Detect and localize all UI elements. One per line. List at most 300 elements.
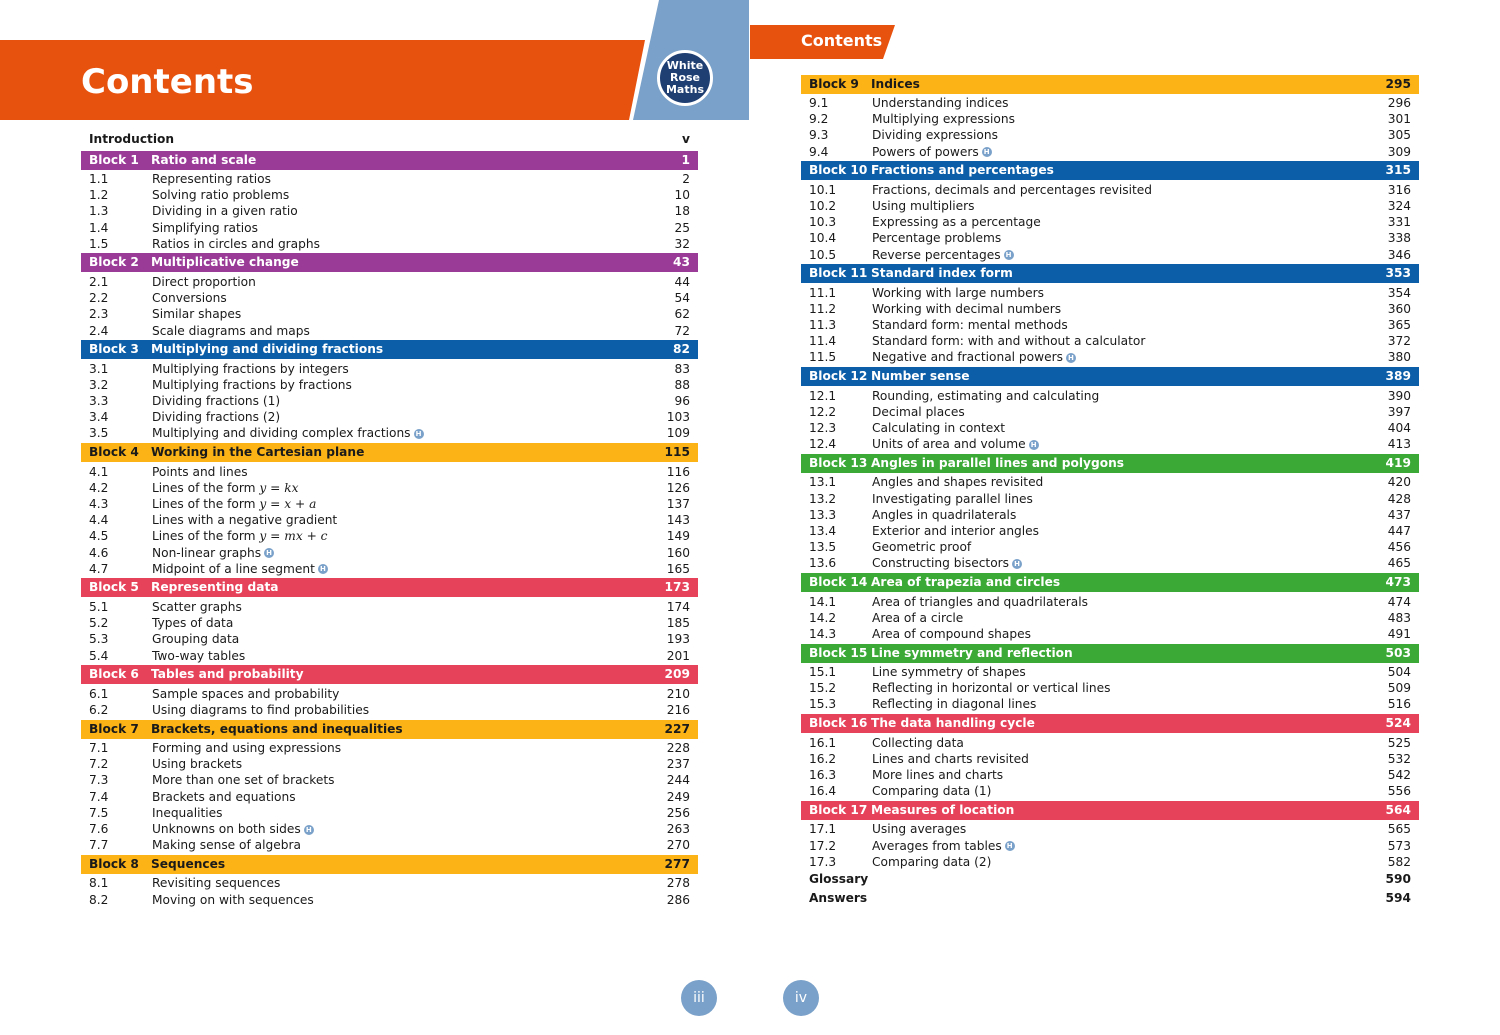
item-title <box>152 821 630 837</box>
item-title-text: Standard form: with and without a calculator <box>872 334 1146 349</box>
block-number: Block 7 <box>89 721 139 736</box>
item-page-number: 62 <box>674 307 690 322</box>
item-title <box>152 187 630 203</box>
contents-item-row <box>81 740 698 756</box>
item-number: 3.5 <box>89 426 109 441</box>
block-heading-row <box>81 578 698 597</box>
item-page-number: 201 <box>666 648 690 663</box>
item-page-number: 397 <box>1387 404 1411 419</box>
block-title: Line symmetry and reflection <box>871 645 1073 660</box>
item-title <box>152 220 630 236</box>
block-page-number: 82 <box>673 342 690 357</box>
item-page-number: 160 <box>666 545 690 560</box>
item-number: 12.2 <box>809 404 837 419</box>
item-number: 7.5 <box>89 805 109 820</box>
contents-entry-label: Answers <box>809 890 868 905</box>
item-title-text: Powers of powers <box>872 144 979 159</box>
item-title <box>872 333 1351 349</box>
item-title-text: Averages from tables <box>872 838 1002 853</box>
item-number: 5.4 <box>89 648 109 663</box>
block-page-number: 524 <box>1385 716 1411 731</box>
item-title <box>872 594 1351 610</box>
block-number: Block 15 <box>809 645 868 660</box>
logo-line-1: White <box>666 59 704 72</box>
item-page-number: 365 <box>1387 318 1411 333</box>
item-title <box>152 361 630 377</box>
block-heading-row <box>801 75 1419 94</box>
item-number: 10.1 <box>809 182 837 197</box>
contents-item-row <box>801 838 1419 854</box>
contents-entry-row <box>801 889 1419 908</box>
item-page-number: 2 <box>682 172 690 186</box>
item-title-text: Non-linear graphs <box>152 545 262 560</box>
contents-item-row <box>81 171 698 187</box>
item-page-number: 447 <box>1387 523 1411 538</box>
item-title <box>872 783 1351 799</box>
contents-item-row <box>801 182 1419 198</box>
item-page-number: 137 <box>666 497 690 511</box>
item-title-text: Reflecting in diagonal lines <box>872 697 1037 712</box>
contents-entry-label: Glossary <box>809 871 869 886</box>
item-title-text: Reflecting in horizontal or vertical lines <box>872 681 1111 696</box>
contents-item-row <box>801 767 1419 783</box>
contents-item-row <box>801 436 1419 452</box>
item-number: 15.2 <box>809 681 837 696</box>
item-page-number: 437 <box>1387 507 1411 522</box>
block-title: Multiplying and dividing fractions <box>151 342 384 357</box>
item-title-text: Inequalities <box>152 805 223 820</box>
item-number: 7.1 <box>89 741 109 756</box>
item-title-text: Dividing fractions (1) <box>152 394 281 409</box>
item-title <box>872 144 1351 160</box>
contents-item-row <box>81 464 698 480</box>
item-page-number: 509 <box>1387 681 1411 696</box>
item-number: 8.1 <box>89 876 109 891</box>
contents-item-row <box>801 539 1419 555</box>
item-number: 14.1 <box>809 594 837 609</box>
block-title: Measures of location <box>871 802 1015 817</box>
block-number: Block 8 <box>89 856 139 871</box>
item-title-text: Using multipliers <box>872 198 975 213</box>
contents-entry-page: 590 <box>1385 871 1411 886</box>
higher-tier-icon: H <box>982 147 992 157</box>
contents-item-row <box>81 274 698 290</box>
item-title <box>152 702 630 718</box>
item-number: 5.3 <box>89 632 109 647</box>
item-title <box>152 377 630 393</box>
block-page-number: 503 <box>1385 645 1411 660</box>
item-number: 12.3 <box>809 421 837 435</box>
item-page-number: 109 <box>666 426 690 441</box>
contents-item-row <box>81 805 698 821</box>
item-title-text: Area of compound shapes <box>872 626 1031 641</box>
item-page-number: 456 <box>1387 540 1411 555</box>
item-title <box>152 203 630 219</box>
item-title <box>152 409 630 425</box>
item-number: 10.5 <box>809 247 837 262</box>
right-page-title: Contents <box>801 31 883 50</box>
item-title-text: Expressing as a percentage <box>872 215 1041 230</box>
item-title-text: Ratios in circles and graphs <box>152 236 320 251</box>
contents-item-row <box>801 404 1419 420</box>
item-page-number: 309 <box>1387 144 1411 159</box>
item-title-text: Dividing in a given ratio <box>152 204 298 219</box>
block-heading-row <box>801 573 1419 592</box>
contents-item-row <box>801 783 1419 799</box>
item-title <box>872 555 1351 571</box>
item-number: 7.4 <box>89 789 109 804</box>
item-title <box>872 420 1351 436</box>
item-number: 1.2 <box>89 188 109 203</box>
item-title-text: Similar shapes <box>152 307 242 322</box>
contents-item-row <box>801 349 1419 365</box>
item-title <box>152 425 630 441</box>
item-title-text: Line symmetry of shapes <box>872 665 1026 680</box>
item-number: 3.4 <box>89 410 109 425</box>
contents-item-row <box>801 735 1419 751</box>
item-title <box>872 696 1351 712</box>
contents-item-row <box>801 95 1419 111</box>
block-page-number: 315 <box>1385 163 1411 178</box>
item-page-number: 542 <box>1387 768 1411 782</box>
block-title: Area of trapezia and circles <box>871 575 1061 589</box>
item-page-number: 491 <box>1387 626 1411 641</box>
item-title-text: Units of area and volume <box>872 437 1026 452</box>
contents-item-row <box>81 187 698 203</box>
item-title-text: Exterior and interior angles <box>872 523 1040 538</box>
item-number: 3.1 <box>89 361 109 376</box>
higher-tier-icon: H <box>1012 559 1022 569</box>
item-title-text: Points and lines <box>152 464 248 479</box>
item-number: 14.2 <box>809 610 837 625</box>
item-page-number: 185 <box>666 616 690 631</box>
block-number: Block 16 <box>809 716 868 731</box>
contents-item-row <box>801 610 1419 626</box>
item-page-number: 143 <box>666 513 690 528</box>
item-page-number: 44 <box>674 274 690 289</box>
item-title-text: Scale diagrams and maps <box>152 323 310 338</box>
contents-item-row <box>801 111 1419 127</box>
item-number: 7.2 <box>89 757 109 772</box>
item-title-text: Lines of the form <box>152 497 260 511</box>
item-title-text: Multiplying fractions by fractions <box>152 377 352 392</box>
contents-item-row <box>801 247 1419 263</box>
white-rose-maths-logo <box>657 50 713 106</box>
block-heading-row <box>81 665 698 684</box>
item-title <box>152 805 630 821</box>
item-title <box>152 740 630 756</box>
page-number-left: iii <box>681 980 717 1016</box>
item-page-number: 483 <box>1387 610 1411 625</box>
block-heading-row <box>81 855 698 874</box>
item-title-text: Lines and charts revisited <box>872 751 1029 766</box>
contents-entry-label: Introduction <box>89 132 175 146</box>
item-title-text: Working with large numbers <box>872 285 1044 300</box>
block-number: Block 12 <box>809 369 868 384</box>
item-title <box>872 491 1351 507</box>
block-heading-row <box>801 801 1419 820</box>
block-title: Fractions and percentages <box>871 163 1054 178</box>
item-title <box>152 480 630 496</box>
item-title-text: Angles and shapes revisited <box>872 475 1044 490</box>
item-title-text: Representing ratios <box>152 172 271 186</box>
item-title <box>872 664 1351 680</box>
item-page-number: 372 <box>1387 334 1411 349</box>
contents-entry-page: v <box>682 132 690 146</box>
item-title <box>152 561 630 577</box>
item-title <box>872 751 1351 767</box>
item-page-number: 532 <box>1387 751 1411 766</box>
item-title <box>152 171 630 187</box>
item-title <box>872 301 1351 317</box>
item-number: 16.1 <box>809 735 837 750</box>
block-heading-row <box>81 151 698 170</box>
higher-tier-icon: H <box>1005 841 1015 851</box>
item-page-number: 380 <box>1387 350 1411 365</box>
contents-item-row <box>801 626 1419 642</box>
item-title <box>872 821 1351 837</box>
item-title <box>872 680 1351 696</box>
item-title <box>152 756 630 772</box>
item-title-text: Grouping data <box>152 632 240 647</box>
item-title <box>872 404 1351 420</box>
block-page-number: 43 <box>673 255 690 270</box>
item-title-text: Investigating parallel lines <box>872 491 1033 506</box>
item-page-number: 72 <box>674 323 690 338</box>
item-number: 16.4 <box>809 784 837 799</box>
contents-item-row <box>81 615 698 631</box>
item-page-number: 103 <box>666 410 690 425</box>
item-page-number: 270 <box>666 838 690 853</box>
item-number: 2.3 <box>89 307 109 322</box>
block-number: Block 3 <box>89 342 139 357</box>
contents-item-row <box>801 230 1419 246</box>
block-number: Block 5 <box>89 580 139 595</box>
item-title <box>872 95 1351 111</box>
item-number: 2.4 <box>89 323 109 338</box>
block-page-number: 473 <box>1385 575 1411 589</box>
item-formula: y = x + a <box>259 497 317 511</box>
item-title-text: Dividing fractions (2) <box>152 410 281 425</box>
item-title-text: Multiplying and dividing complex fractions <box>152 426 411 441</box>
block-heading-row <box>801 161 1419 180</box>
item-number: 12.1 <box>809 388 837 403</box>
contents-item-row <box>801 333 1419 349</box>
item-title <box>152 772 630 788</box>
block-page-number: 419 <box>1385 455 1411 470</box>
block-heading-row <box>81 253 698 272</box>
block-heading-row <box>81 340 698 359</box>
block-title: Indices <box>871 76 920 91</box>
item-title-text: More than one set of brackets <box>152 773 335 788</box>
block-page-number: 389 <box>1385 369 1411 384</box>
item-title-text: Moving on with sequences <box>152 892 314 907</box>
item-page-number: 504 <box>1387 665 1411 680</box>
item-title-text: Types of data <box>152 616 234 631</box>
item-number: 6.2 <box>89 702 109 717</box>
contents-item-row <box>81 361 698 377</box>
item-title-text: Multiplying fractions by integers <box>152 361 349 376</box>
item-number: 1.3 <box>89 204 109 219</box>
item-number: 10.3 <box>809 215 837 230</box>
item-number: 6.1 <box>89 686 109 701</box>
item-title-text: Solving ratio problems <box>152 188 290 203</box>
block-number: Block 1 <box>89 152 139 167</box>
contents-item-row <box>801 198 1419 214</box>
contents-item-row <box>81 496 698 512</box>
item-number: 1.4 <box>89 220 109 235</box>
higher-tier-icon: H <box>1004 250 1014 260</box>
item-page-number: 338 <box>1387 231 1411 246</box>
contents-item-row <box>801 751 1419 767</box>
item-number: 13.1 <box>809 475 837 490</box>
item-number: 7.6 <box>89 822 109 836</box>
contents-item-row <box>81 545 698 561</box>
contents-item-row <box>81 480 698 496</box>
item-page-number: 296 <box>1387 96 1411 110</box>
contents-item-row <box>801 523 1419 539</box>
item-title <box>152 875 630 891</box>
item-number: 3.3 <box>89 394 109 409</box>
contents-item-row <box>81 203 698 219</box>
item-page-number: 32 <box>674 236 690 251</box>
block-page-number: 564 <box>1385 802 1411 817</box>
item-page-number: 582 <box>1387 854 1411 869</box>
item-page-number: 360 <box>1387 301 1411 316</box>
higher-tier-icon: H <box>318 564 328 574</box>
contents-entry-row <box>801 870 1419 889</box>
item-title <box>872 198 1351 214</box>
item-title-text: Scatter graphs <box>152 599 242 614</box>
contents-item-row <box>81 528 698 544</box>
item-title-text: Lines of the form <box>152 529 260 544</box>
item-number: 4.1 <box>89 464 109 479</box>
contents-item-row <box>81 686 698 702</box>
contents-item-row <box>801 664 1419 680</box>
contents-item-row <box>801 555 1419 571</box>
logo-line-2: Rose <box>669 71 701 84</box>
item-title-text: Lines of the form <box>152 480 260 495</box>
block-number: Block 6 <box>89 667 139 682</box>
block-number: Block 2 <box>89 255 139 270</box>
item-number: 10.2 <box>809 198 837 213</box>
item-number: 17.2 <box>809 838 837 853</box>
item-number: 1.1 <box>89 172 109 186</box>
item-title-text: Forming and using expressions <box>152 741 342 756</box>
item-title-text: Two-way tables <box>152 648 246 663</box>
contents-list-left <box>81 130 698 908</box>
contents-item-row <box>81 377 698 393</box>
item-title <box>152 648 630 664</box>
item-title-text: Geometric proof <box>872 540 972 555</box>
contents-entry-row <box>81 130 698 149</box>
item-title <box>872 214 1351 230</box>
item-number: 9.3 <box>809 128 829 143</box>
item-title-text: Using averages <box>872 822 967 837</box>
item-title-text: Simplifying ratios <box>152 220 258 235</box>
item-title-text: Negative and fractional powers <box>872 350 1063 365</box>
contents-item-row <box>801 144 1419 160</box>
item-title-text: Area of a circle <box>872 610 964 625</box>
block-number: Block 17 <box>809 802 868 817</box>
block-page-number: 1 <box>681 152 690 167</box>
item-title <box>872 127 1351 143</box>
item-number: 7.7 <box>89 838 109 853</box>
item-number: 13.2 <box>809 491 837 506</box>
contents-list-right <box>801 73 1419 908</box>
block-page-number: 295 <box>1385 76 1411 91</box>
page-number-right: iv <box>783 980 819 1016</box>
item-title <box>872 523 1351 539</box>
block-heading-row <box>81 720 698 739</box>
item-number: 4.7 <box>89 561 109 576</box>
item-page-number: 210 <box>666 686 690 701</box>
contents-item-row <box>801 507 1419 523</box>
item-title <box>152 393 630 409</box>
item-title <box>872 230 1351 246</box>
contents-item-row <box>81 409 698 425</box>
item-page-number: 413 <box>1387 437 1411 452</box>
block-page-number: 115 <box>664 445 690 460</box>
item-title-text: Constructing bisectors <box>872 556 1010 571</box>
item-page-number: 228 <box>666 741 690 756</box>
contents-item-row <box>81 599 698 615</box>
page-title: Contents <box>81 62 254 102</box>
item-title <box>152 631 630 647</box>
item-number: 13.4 <box>809 523 837 538</box>
block-page-number: 277 <box>664 856 690 871</box>
item-title-text: Rounding, estimating and calculating <box>872 388 1100 403</box>
item-page-number: 54 <box>674 291 690 306</box>
item-page-number: 83 <box>674 361 690 376</box>
item-page-number: 420 <box>1387 475 1411 490</box>
item-title-text: Percentage problems <box>872 231 1002 246</box>
block-number: Block 11 <box>809 266 868 281</box>
contents-item-row <box>801 821 1419 837</box>
item-title <box>152 290 630 306</box>
higher-tier-icon: H <box>304 825 314 835</box>
item-number: 17.3 <box>809 854 837 869</box>
item-number: 5.2 <box>89 616 109 631</box>
item-page-number: 126 <box>666 480 690 495</box>
contents-item-row <box>801 301 1419 317</box>
item-number: 14.3 <box>809 626 837 641</box>
contents-item-row <box>81 290 698 306</box>
block-title: Representing data <box>151 580 279 595</box>
item-title-text: Multiplying expressions <box>872 112 1015 127</box>
block-number: Block 9 <box>809 76 859 91</box>
item-page-number: 516 <box>1387 697 1411 712</box>
item-page-number: 556 <box>1387 784 1411 799</box>
item-title <box>872 854 1351 870</box>
block-title: Tables and probability <box>151 667 304 682</box>
item-page-number: 465 <box>1387 556 1411 571</box>
block-heading-row <box>801 264 1419 283</box>
item-number: 4.5 <box>89 529 109 544</box>
block-heading-row <box>801 714 1419 733</box>
block-number: Block 13 <box>809 455 868 470</box>
item-title <box>872 610 1351 626</box>
item-number: 16.3 <box>809 768 837 782</box>
contents-item-row <box>81 821 698 837</box>
block-heading-row <box>801 454 1419 473</box>
item-title <box>152 686 630 702</box>
item-title <box>872 317 1351 333</box>
contents-item-row <box>81 236 698 252</box>
item-page-number: 244 <box>666 773 690 788</box>
item-title <box>872 626 1351 642</box>
item-title-text: Revisiting sequences <box>152 876 281 891</box>
